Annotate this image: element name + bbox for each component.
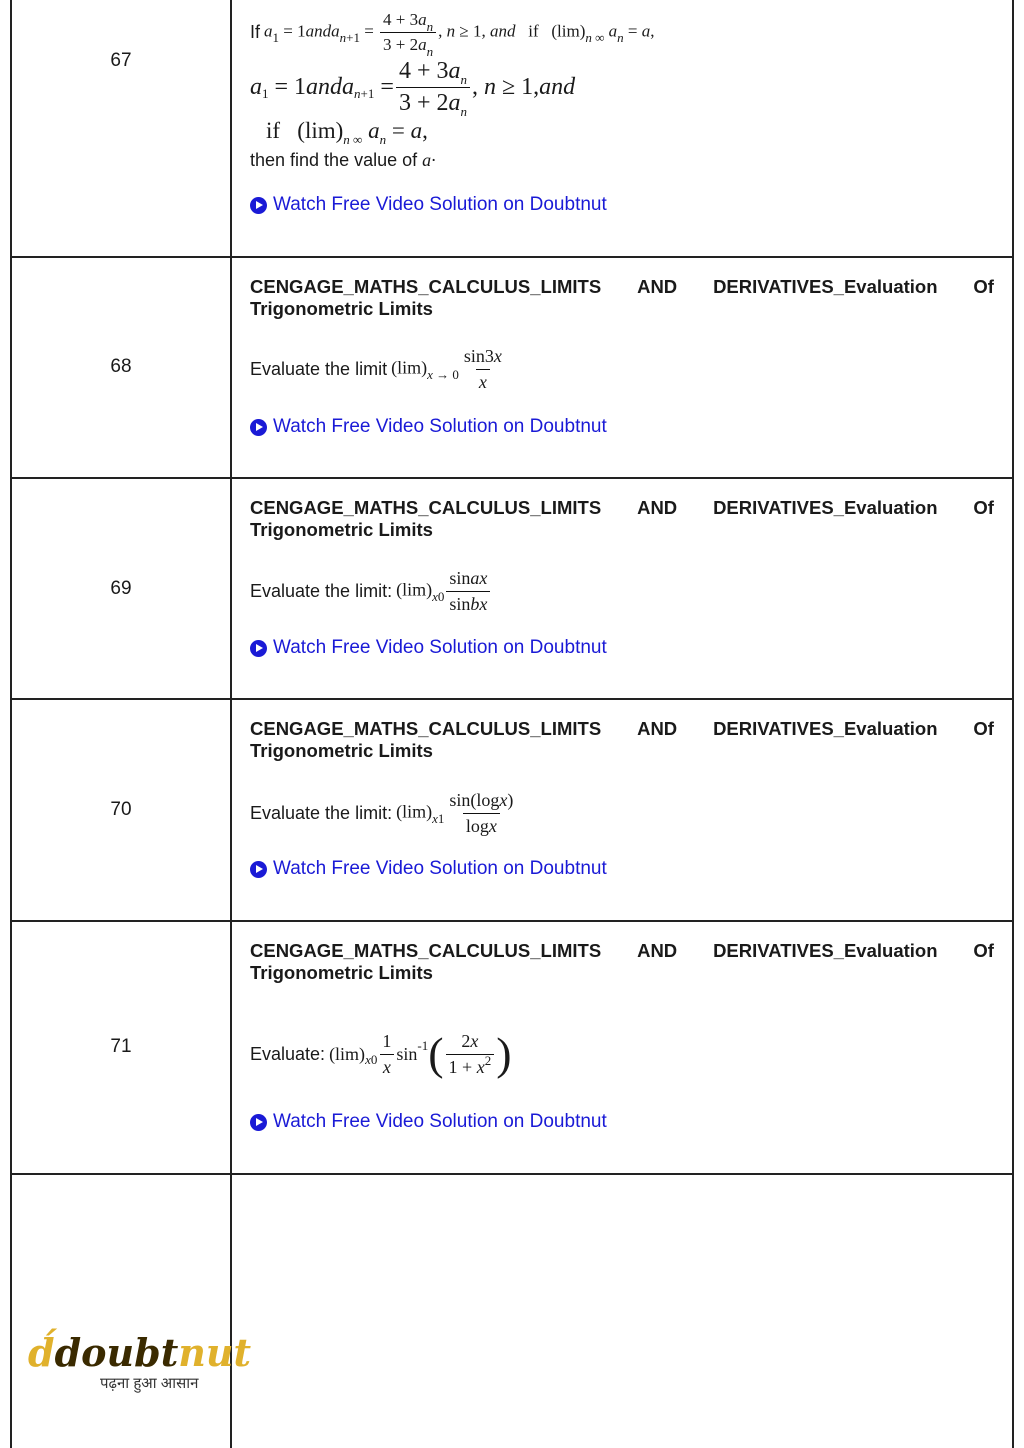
row-divider — [10, 256, 1014, 258]
question-number: 68 — [110, 356, 132, 377]
table-border-right — [1012, 0, 1014, 1448]
doubtnut-logo — [28, 1330, 252, 1393]
question-text — [250, 2, 994, 62]
question-number: 69 — [110, 578, 132, 599]
play-icon — [250, 640, 267, 657]
watch-video-link[interactable]: Watch Free Video Solution on Doubtnut — [250, 1111, 607, 1133]
math-expression: $(\lim)_{x1}$ $\frac{\sin(\log x)}{\log x}$ — [396, 789, 514, 836]
row-divider — [10, 920, 1014, 922]
question-text: Evaluate the limit: $(\lim)_{x1}$ $\frac{\sin(\log x)}{\log x}$ — [250, 785, 994, 841]
question-number: 71 — [110, 1036, 132, 1057]
question-text: Evaluate the limit $(\lim)_{x \to 0}$ $\frac{\sin 3x}{x}$ — [250, 340, 994, 398]
answer-variable: a· — [422, 150, 436, 170]
logo-tagline: पढ़ना हुआ आसान — [100, 1375, 199, 1392]
play-icon — [250, 197, 267, 214]
row-divider — [10, 1173, 1014, 1175]
play-icon — [250, 419, 267, 436]
watch-video-link[interactable]: Watch Free Video Solution on Doubtnut — [250, 858, 607, 880]
question-number: 67 — [110, 50, 132, 71]
play-icon — [250, 1114, 267, 1131]
row-divider — [10, 698, 1014, 700]
chapter-title: CENGAGE_MATHS_CALCULUS_LIMITS AND DERIVATIVES_Evaluation Of Trigonometric Limits — [250, 276, 994, 319]
row-divider — [10, 477, 1014, 479]
watch-video-link[interactable]: Watch Free Video Solution on Doubtnut — [250, 416, 607, 438]
question-text: Evaluate: (lim) x0 $\frac{1}{x}$ sin -1 ( $\frac{2x}{1 + x^2}$ ) — [250, 1028, 512, 1079]
table-column-divider — [230, 0, 232, 1448]
math-expression: $a_1$ = 1anda$_{n+1}$ = $\frac{4 + 3a_n}{3 + 2a_n}$ , n ≥ 1, and if $(\lim)_{n \infty}$ $a_n = a$, — [264, 9, 655, 59]
question-text: Evaluate the limit: $(\lim)_{x0}$ $\frac{\text{sinax}}{\text{sinbx}}$ — [250, 563, 994, 619]
chapter-title: CENGAGE_MATHS_CALCULUS_LIMITS AND DERIVATIVES_Evaluation Of Trigonometric Limits — [250, 718, 994, 761]
math-display: a 1 = 1 anda n+1 = $\frac{4 + 3a_n}{3 + 2a_n}$ , n ≥ 1, and — [250, 58, 576, 119]
math-expression: $(\lim)_{x0}$ $\frac{\text{sinax}}{\text{sinbx}}$ — [396, 568, 492, 615]
question-prefix: If — [250, 21, 261, 42]
play-icon — [250, 861, 267, 878]
math-expression: $(\lim)_{x \to 0}$ $\frac{\sin 3x}{x}$ — [391, 345, 502, 392]
math-display: if $(\lim)_{n \infty}$ $a_n = a$, — [266, 118, 428, 147]
chapter-title: CENGAGE_MATHS_CALCULUS_LIMITS AND DERIVATIVES_Evaluation Of Trigonometric Limits — [250, 497, 994, 540]
question-number: 70 — [110, 799, 132, 820]
question-suffix: then find the value of — [250, 150, 418, 170]
question-text — [250, 150, 994, 171]
table-border-left — [10, 0, 12, 1448]
logo-wordmark: d́doubtnut — [28, 1330, 252, 1375]
watch-video-link[interactable]: Watch Free Video Solution on Doubtnut — [250, 194, 607, 216]
chapter-title: CENGAGE_MATHS_CALCULUS_LIMITS AND DERIVATIVES_Evaluation Of Trigonometric Limits — [250, 940, 994, 983]
watch-video-link[interactable]: Watch Free Video Solution on Doubtnut — [250, 637, 607, 659]
math-expression: (lim) x0 $\frac{1}{x}$ sin -1 ( $\frac{2x}{1 + x^2}$ ) — [329, 1028, 512, 1079]
